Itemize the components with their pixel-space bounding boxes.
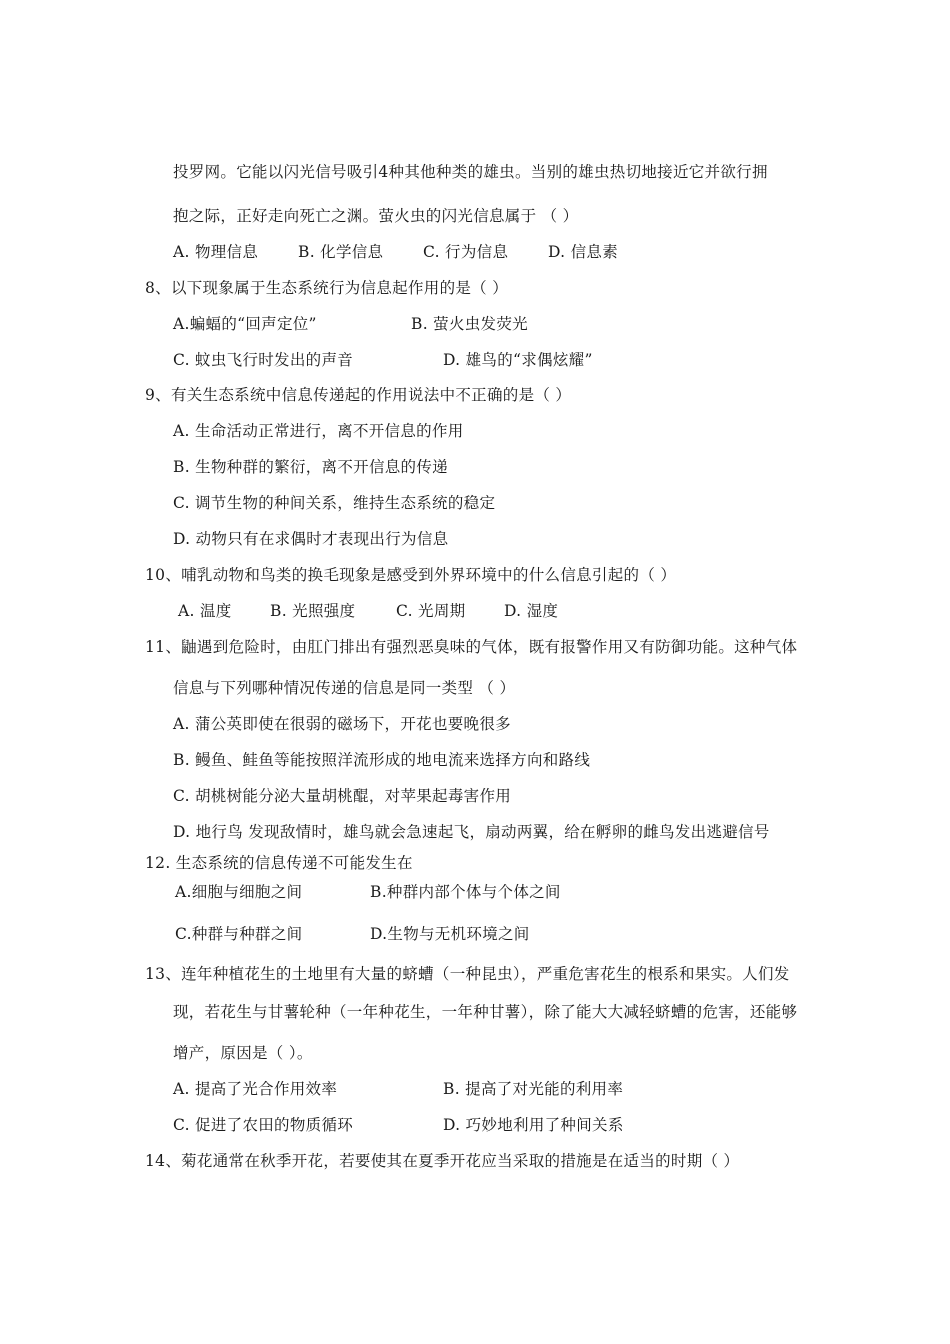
q11-option-b: B. 鳗鱼、鲑鱼等能按照洋流形成的地电流来选择方向和路线 (173, 751, 591, 769)
q12-option-d: D.生物与无机环境之间 (370, 925, 530, 943)
q10-option-a: A. 温度 (178, 602, 232, 620)
q7-option-c: C. 行为信息 (423, 243, 509, 261)
q10-option-b: B. 光照强度 (270, 602, 356, 620)
q13-options-row2 (173, 1113, 624, 1135)
q11-option-c: C. 胡桃树能分泌大量胡桃醌，对苹果起毒害作用 (173, 787, 512, 805)
q9-option-b: B. 生物种群的繁衍，离不开信息的传递 (173, 458, 448, 476)
q9-option-d: D. 动物只有在求偶时才表现出行为信息 (173, 530, 449, 548)
q8-option-d: D. 雄鸟的“求偶炫耀” (443, 351, 593, 369)
q13-option-b: B. 提高了对光能的利用率 (443, 1080, 624, 1098)
q7-option-b: B. 化学信息 (298, 243, 384, 261)
q9-option-a: A. 生命活动正常进行，离不开信息的作用 (173, 422, 464, 440)
q7-stem-line2: 抱之际，正好走向死亡之渊。萤火虫的闪光信息属于 （ ） (173, 207, 579, 225)
q13-stem-line2: 现，若花生与甘薯轮种（一年种花生，一年种甘薯），除了能大大减轻蛴螬的危害，还能够 (173, 1003, 798, 1021)
q7-option-a: A. 物理信息 (173, 243, 259, 261)
q7-option-d: D. 信息素 (548, 243, 619, 261)
q13-option-d: D. 巧妙地利用了种间关系 (443, 1116, 624, 1134)
q8-option-a: A.蝙蝠的“回声定位” (173, 315, 317, 333)
q12-options-row2 (175, 922, 530, 944)
q13-options-row1 (173, 1077, 623, 1099)
q12-option-b: B.种群内部个体与个体之间 (370, 883, 561, 901)
q11-stem-line2: 信息与下列哪种情况传递的信息是同一类型 （ ） (173, 679, 516, 697)
q12-option-a: A.细胞与细胞之间 (175, 883, 303, 901)
q13-stem-line1: 13、连年种植花生的土地里有大量的蛴螬（一种昆虫），严重危害花生的根系和果实。人们发 (145, 965, 790, 983)
q8-options-row1 (173, 312, 528, 334)
q7-options (173, 240, 618, 262)
q10-options (178, 599, 558, 621)
q13-option-c: C. 促进了农田的物质循环 (173, 1116, 354, 1134)
q11-option-d: D. 地行鸟 发现敌情时，雄鸟就会急速起飞，扇动两翼，给在孵卵的雌鸟发出逃避信号 (173, 823, 770, 841)
q12-option-c: C.种群与种群之间 (175, 925, 303, 943)
q8-option-b: B. 萤火虫发荧光 (411, 315, 528, 333)
q8-options-row2 (173, 348, 593, 370)
q10-option-c: C. 光周期 (396, 602, 466, 620)
q13-option-a: A. 提高了光合作用效率 (173, 1080, 338, 1098)
q12-options-row1 (175, 880, 561, 902)
q10-option-d: D. 湿度 (504, 602, 559, 620)
q13-stem-line3: 增产，原因是（ ）。 (173, 1044, 313, 1062)
q9-stem: 9、有关生态系统中信息传递起的作用说法中不正确的是（ ） (145, 386, 572, 404)
q12-stem: 12. 生态系统的信息传递不可能发生在 (145, 854, 413, 872)
q11-stem-line1: 11、鼬遇到危险时，由肛门排出有强烈恶臭味的气体，既有报警作用又有防御功能。这种气体 (145, 638, 798, 656)
q8-stem: 8、以下现象属于生态系统行为信息起作用的是（ ） (145, 279, 508, 297)
q11-option-a: A. 蒲公英即使在很弱的磁场下，开花也要晚很多 (173, 715, 511, 733)
q9-option-c: C. 调节生物的种间关系，维持生态系统的稳定 (173, 494, 496, 512)
q10-stem: 10、哺乳动物和鸟类的换毛现象是感受到外界环境中的什么信息引起的（ ） (145, 566, 677, 584)
q8-option-c: C. 蚊虫飞行时发出的声音 (173, 351, 354, 369)
q7-stem-line1: 投罗网。它能以闪光信号吸引4种其他种类的雄虫。当别的雄虫热切地接近它并欲行拥 (173, 163, 768, 181)
q14-stem: 14、菊花通常在秋季开花，若要使其在夏季开花应当采取的措施是在适当的时期（ ） (145, 1152, 740, 1170)
